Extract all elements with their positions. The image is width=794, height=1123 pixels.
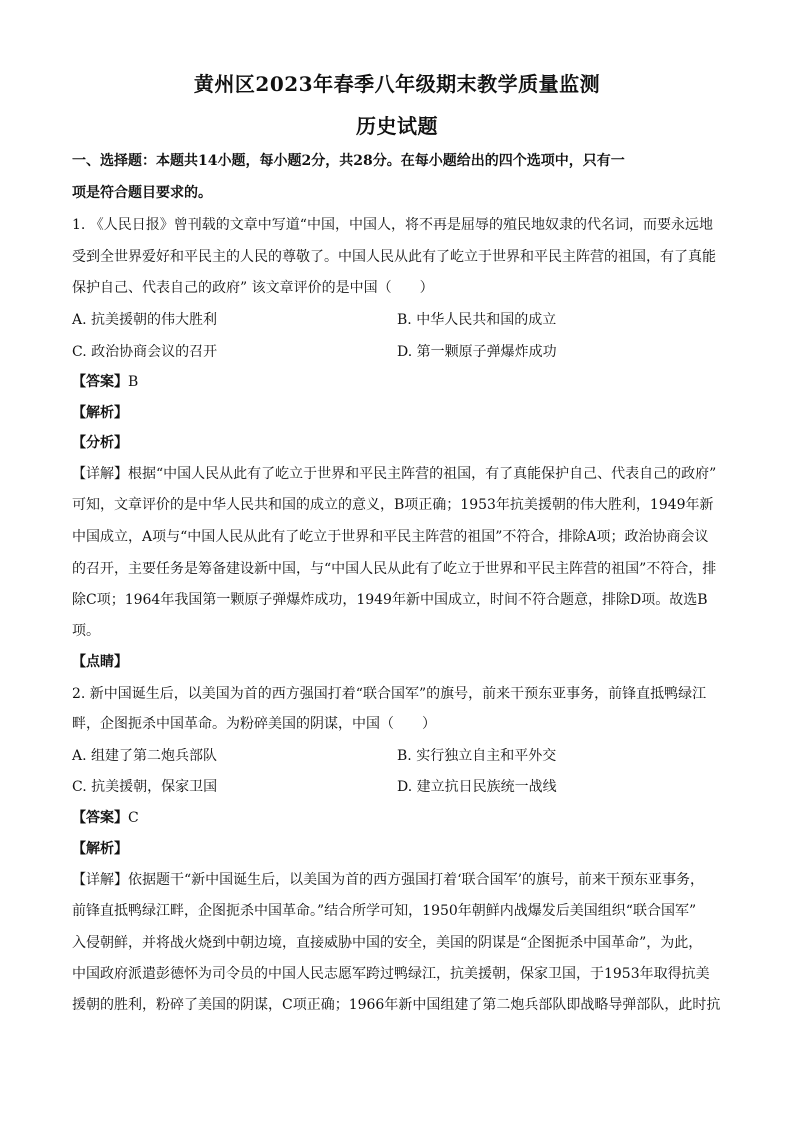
q1-detail-line-5: 除C项；1964年我国第一颗原子弹爆炸成功，1949年新中国成立，时间不符合题意，排除D项。故选B [72, 592, 708, 608]
q2-option-a: A. 组建了第二炮兵部队 [72, 748, 218, 764]
exam-subtitle: 历史试题 [356, 114, 438, 138]
q2-detail-line-2: 前锋直抵鸭绿江畔，企图扼杀中国革命。”结合所学可知，1950年朝鲜内战爆发后美国组织“联合国军” [72, 903, 697, 919]
q1-answer-label: 【答案】 [72, 374, 128, 390]
q2-option-c: C. 抗美援朝，保家卫国 [72, 779, 218, 795]
q1-answer-value: B [128, 374, 139, 390]
section-heading-line-1: 一、选择题：本题共14小题，每小题2分，共28分。在每小题给出的四个选项中，只有一 [72, 153, 625, 169]
q1-detail-line-2: 可知，文章评价的是中华人民共和国的成立的意义，B项正确；1953年抗美援朝的伟大胜利，1949年新 [72, 497, 714, 513]
q1-option-c: C. 政治协商会议的召开 [72, 344, 218, 360]
q1-detail-line-6: 项。 [72, 623, 100, 639]
q2-option-d: D. 建立抗日民族统一战线 [397, 779, 557, 795]
q1-stem-line-2: 受到全世界爱好和平民主的人民的尊敬了。中国人民从此有了屹立于世界和平民主阵营的祖国，有了真能 [72, 249, 716, 265]
q2-analysis-label: 【解析】 [72, 841, 128, 857]
exam-title: 黄州区2023年春季八年级期末教学质量监测 [193, 72, 601, 96]
q1-stem-line-3: 保护自己、代表自己的政府” 该文章评价的是中国（ ） [72, 280, 434, 296]
q2-detail-line-4: 中国政府派遣彭德怀为司令员的中国人民志愿军跨过鸭绿江，抗美援朝，保家卫国，于1953年取得抗美 [72, 966, 710, 982]
q2-detail-line-5: 援朝的胜利，粉碎了美国的阴谋，C项正确；1966年新中国组建了第二炮兵部队即战略导弹部队，此时抗 [72, 997, 721, 1013]
q2-stem-line-2: 畔，企图扼杀中国革命。为粉碎美国的阴谋，中国（ ） [72, 716, 436, 732]
q2-answer [72, 807, 139, 827]
q2-answer-value: C [128, 810, 139, 826]
q1-dianjing-label: 【点睛】 [72, 654, 128, 670]
q1-analysis-label: 【解析】 [72, 405, 128, 421]
q1-option-d: D. 第一颗原子弹爆炸成功 [397, 344, 557, 360]
q2-answer-label: 【答案】 [72, 810, 128, 826]
q1-option-a: A. 抗美援朝的伟大胜利 [72, 312, 218, 328]
q2-option-b: B. 实行独立自主和平外交 [397, 748, 557, 764]
q2-stem-line-1: 2. 新中国诞生后，以美国为首的西方强国打着“联合国军”的旗号，前来干预东亚事务，前锋直抵鸭绿江 [72, 686, 707, 702]
q2-detail-line-1: 【详解】依据题干“新中国诞生后，以美国为首的西方强国打着‘联合国军’的旗号，前来干预东亚事务， [72, 872, 705, 888]
q2-detail-line-3: 入侵朝鲜，并将战火烧到中朝边境，直接威胁中国的安全，美国的阴谋是“企图扼杀中国革命”，为此， [72, 935, 703, 951]
q1-detail-line-1: 【详解】根据“中国人民从此有了屹立于世界和平民主阵营的祖国，有了真能保护自己、代表自己的政府” [72, 466, 717, 482]
q1-detail-line-3: 中国成立，A项与“中国人民从此有了屹立于世界和平民主阵营的祖国”不符合，排除A项；政治协商会议 [72, 529, 709, 545]
q1-stem-line-1: 1. 《人民日报》曾刊载的文章中写道“中国，中国人，将不再是屈辱的殖民地奴隶的代名词，而要永远地 [72, 217, 713, 233]
section-heading-line-2: 项是符合题目要求的。 [72, 185, 212, 201]
q1-detail-line-4: 的召开，主要任务是筹备建设新中国，与“中国人民从此有了屹立于世界和平民主阵营的祖国”不符合，排 [72, 561, 717, 577]
q1-option-b: B. 中华人民共和国的成立 [397, 312, 557, 328]
q1-answer [72, 371, 138, 391]
q1-fenxi-label: 【分析】 [72, 435, 128, 451]
